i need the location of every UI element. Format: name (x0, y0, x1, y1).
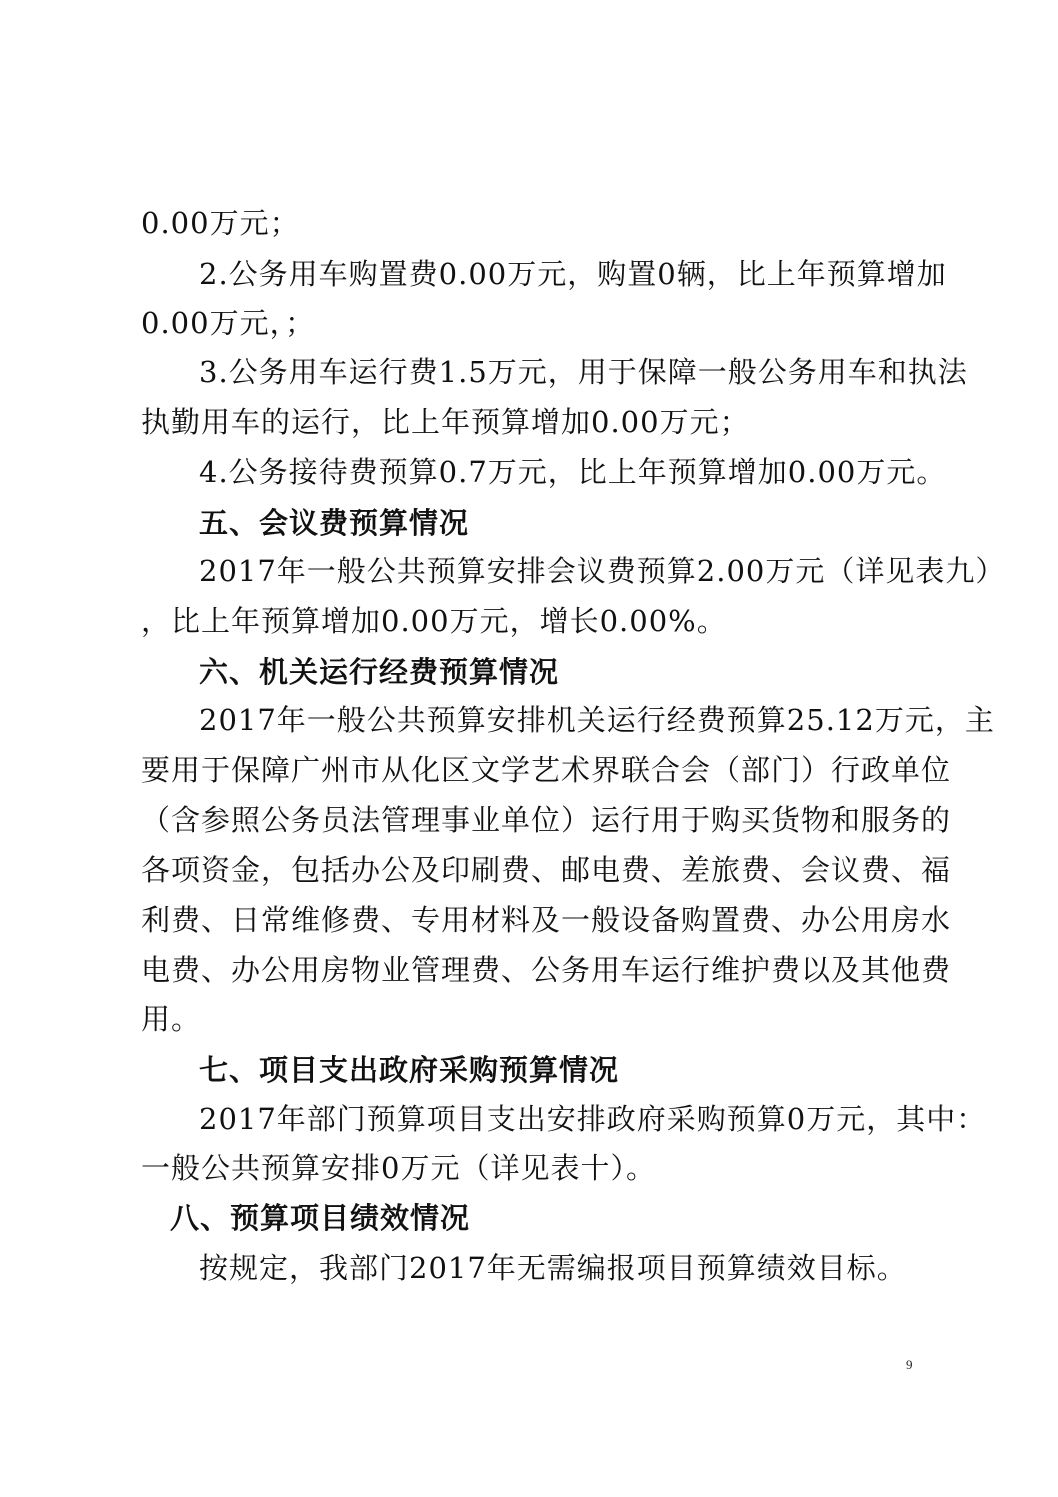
body-text-line: 各项资金，包括办公及印刷费、邮电费、差旅费、会议费、福 (141, 853, 952, 887)
body-text-line: ，比上年预算增加0.00万元，增长0.00%。 (141, 604, 727, 638)
body-text-line: 用。 (141, 1002, 202, 1036)
section-heading: 六、机关运行经费预算情况 (199, 655, 560, 689)
body-text-line: 要用于保障广州市从化区文学艺术界联合会（部门）行政单位 (141, 753, 952, 787)
section-heading: 八、预算项目绩效情况 (170, 1201, 471, 1235)
body-text-line: 2017年一般公共预算安排会议费预算2.00万元（详见表九） (199, 554, 1006, 588)
body-text-line: 执勤用车的运行，比上年预算增加0.00万元； (141, 405, 750, 439)
body-text-line: 利费、日常维修费、专用材料及一般设备购置费、办公用房水 (141, 903, 952, 937)
body-text-line: 2.公务用车购置费0.00万元，购置0辆，比上年预算增加 (199, 257, 947, 291)
body-text-line: （含参照公务员法管理事业单位）运行用于购买货物和服务的 (141, 803, 952, 837)
body-text-line: 电费、办公用房物业管理费、公务用车运行维护费以及其他费 (141, 953, 952, 987)
section-heading: 七、项目支出政府采购预算情况 (199, 1053, 620, 1087)
body-text-line: 2017年一般公共预算安排机关运行经费预算25.12万元，主 (199, 703, 995, 737)
page-number: 9 (906, 1357, 913, 1372)
body-text-line: 按规定，我部门2017年无需编报项目预算绩效目标。 (199, 1251, 907, 1285)
body-text-line: 4.公务接待费预算0.7万元，比上年预算增加0.00万元。 (199, 455, 947, 489)
body-text-line: 2017年部门预算项目支出安排政府采购预算0万元，其中： (199, 1102, 987, 1136)
section-heading: 五、会议费预算情况 (199, 506, 470, 540)
body-text-line: 3.公务用车运行费1.5万元，用于保障一般公务用车和执法 (199, 355, 968, 389)
body-text-line: 0.00万元； (141, 206, 300, 240)
body-text-line: 0.00万元，； (141, 306, 316, 340)
body-text-line: 一般公共预算安排0万元（详见表十）。 (141, 1151, 656, 1185)
